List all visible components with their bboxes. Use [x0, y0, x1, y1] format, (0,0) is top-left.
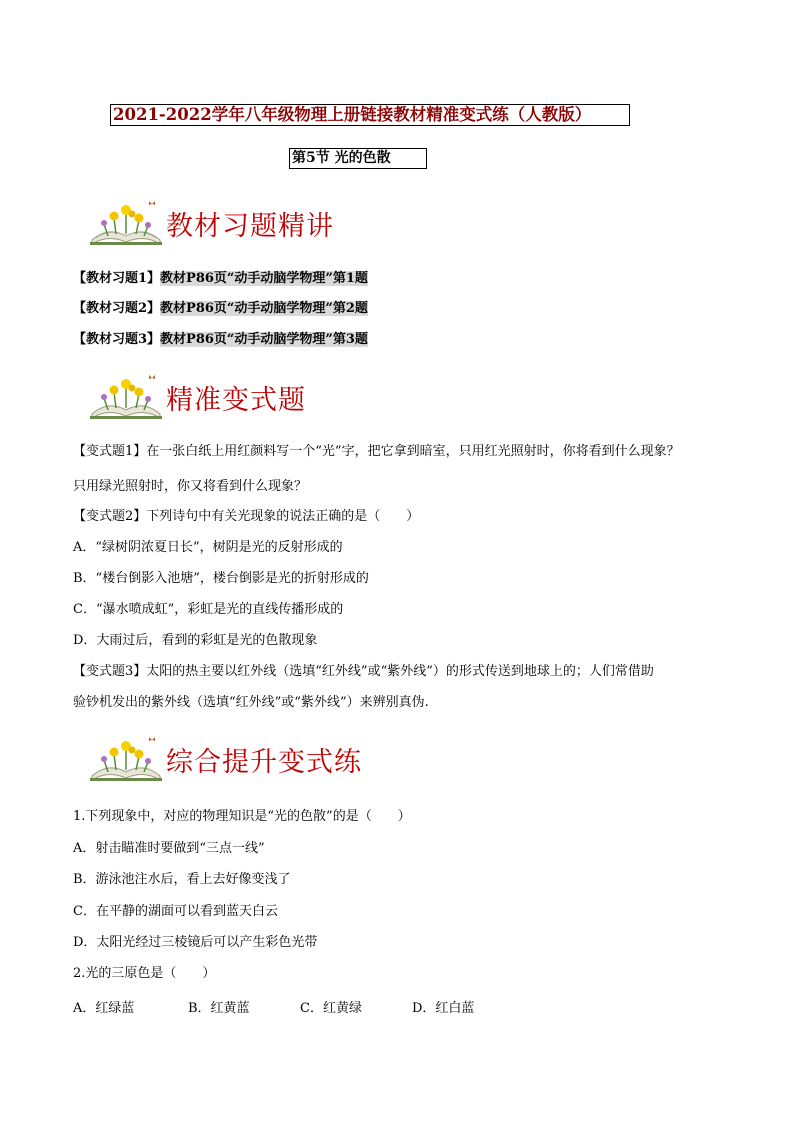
banner-label: 综合提升变式练 [166, 747, 362, 778]
comprehensive-1-option-a: A．射击瞄准时要做到“三点一线” [73, 841, 265, 856]
exercise-tag: 【教材习题1】 [73, 271, 161, 286]
variant-2-option-a: A．“绿树阴浓夏日长”，树阴是光的反射形成的 [73, 540, 343, 555]
banner-label: 精准变式题 [166, 385, 306, 416]
comprehensive-2-option-d: D．红白蓝 [412, 1001, 475, 1016]
book-flower-icon [86, 732, 166, 784]
comprehensive-1-option-c: C．在平静的湖面可以看到蓝天白云 [73, 904, 278, 919]
exercise-text: 教材P86页“动手动脑学物理”第3题 [160, 332, 368, 347]
variant-2-option-d: D．大雨过后，看到的彩虹是光的色散现象 [73, 633, 318, 648]
variant-2-stem [73, 508, 419, 526]
variant-text: 下列诗句中有关光现象的说法正确的是（ ） [146, 509, 420, 524]
comprehensive-1-stem: 1.下列现象中，对应的物理知识是“光的色散”的是（ ） [73, 809, 411, 824]
textbook-exercise-3 [73, 331, 368, 349]
variant-tag: 【变式题1】 [73, 444, 147, 459]
banner-label: 教材习题精讲 [166, 211, 334, 242]
comprehensive-2-options [73, 997, 474, 1016]
comprehensive-1-option-d: D．太阳光经过三棱镜后可以产生彩色光带 [73, 935, 318, 950]
banner-comprehensive [86, 732, 386, 792]
comprehensive-2-option-b: B．红黄蓝 [188, 1001, 250, 1016]
variant-1-line-1 [73, 443, 680, 461]
exercise-text: 教材P86页“动手动脑学物理”第1题 [160, 271, 368, 286]
section-title: 第5节 光的色散 [289, 148, 427, 169]
variant-3-line-2: 验钞机发出的紫外线（选填“红外线”或“紫外线”）来辨别真伪. [73, 695, 429, 710]
variant-1-line-2: 只用绿光照射时，你又将看到什么现象？ [73, 479, 308, 494]
comprehensive-2-stem: 2.光的三原色是（ ） [73, 966, 216, 981]
exercise-tag: 【教材习题2】 [73, 301, 161, 316]
variant-text: 太阳的热主要以红外线（选填“红外线”或“紫外线”）的形式传送到地球上的；人们常借助 [146, 664, 654, 679]
variant-3-line-1 [73, 663, 654, 681]
banner-textbook [86, 196, 386, 256]
variant-tag: 【变式题2】 [73, 509, 147, 524]
exercise-tag: 【教材习题3】 [73, 332, 161, 347]
comprehensive-2-option-a: A．红绿蓝 [73, 1001, 135, 1016]
exercise-text: 教材P86页“动手动脑学物理”第2题 [160, 301, 368, 316]
variant-2-option-b: B．“楼台倒影入池塘”，楼台倒影是光的折射形成的 [73, 571, 369, 586]
book-flower-icon [86, 370, 166, 422]
textbook-exercise-1 [73, 270, 368, 288]
comprehensive-1-option-b: B．游泳池注水后，看上去好像变浅了 [73, 872, 291, 887]
variant-tag: 【变式题3】 [73, 664, 147, 679]
book-flower-icon [86, 196, 166, 248]
comprehensive-2-option-c: C．红黄绿 [300, 1001, 362, 1016]
variant-text: 在一张白纸上用红颜料写一个“光”字，把它拿到暗室，只用红光照射时，你将看到什么现象？ [146, 444, 680, 459]
variant-2-option-c: C．“瀑水喷成虹”，彩虹是光的直线传播形成的 [73, 602, 344, 617]
banner-variants [86, 370, 386, 430]
textbook-exercise-2 [73, 300, 368, 318]
document-title: 2021-2022学年八年级物理上册链接教材精准变式练（人教版） [110, 104, 630, 126]
